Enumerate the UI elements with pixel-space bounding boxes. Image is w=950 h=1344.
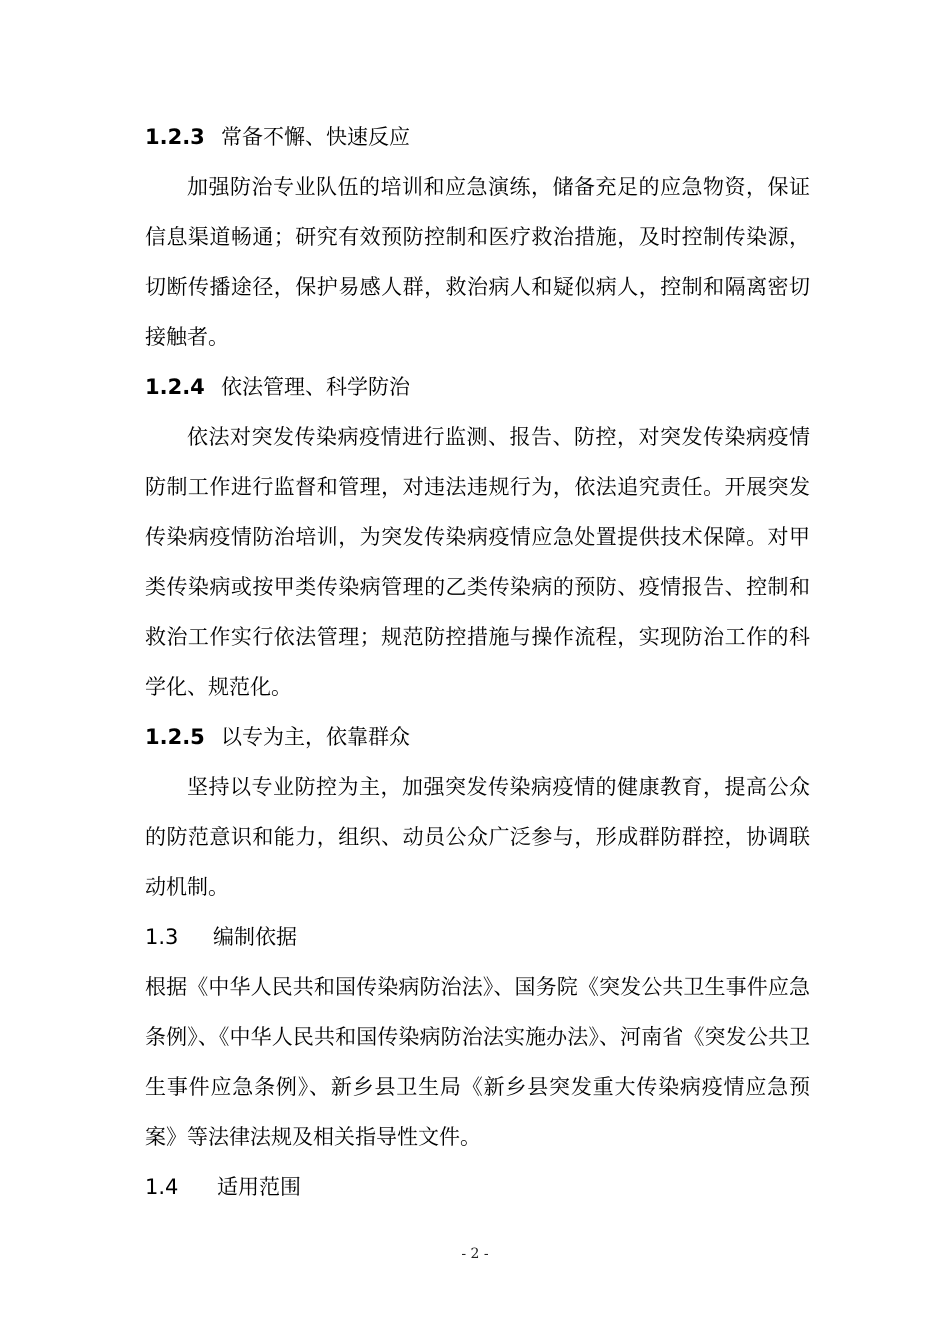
section-paragraph: 加强防治专业队伍的培训和应急演练，储备充足的应急物资，保证信息渠道畅通；研究有效预防控制和医疗救治措施，及时控制传染源，切断传播途径，保护易感人群，救治病人和疑似病人，控制和隔离密切接触者。 [145, 175, 810, 349]
section-heading-1-2-4 [145, 362, 810, 412]
section-title: 编制依据 [213, 925, 297, 949]
section-heading-1-4 [145, 1162, 810, 1212]
section-title: 常备不懈、快速反应 [221, 125, 410, 149]
section-title: 适用范围 [217, 1175, 301, 1199]
section-title: 依法管理、科学防治 [221, 375, 410, 399]
section-paragraph: 根据《中华人民共和国传染病防治法》、国务院《突发公共卫生事件应急条例》、《中华人民共和国传染病防治法实施办法》、河南省《突发公共卫生事件应急条例》、新乡县卫生局《新乡县突发重大传染病疫情应急预案》等法律法规及相关指导性文件。 [145, 975, 810, 1149]
section-number: 1.2.4 [145, 375, 205, 399]
section-number: 1.3 [145, 925, 179, 949]
section-number: 1.2.5 [145, 725, 205, 749]
section-title: 以专为主，依靠群众 [221, 725, 410, 749]
section-paragraph: 坚持以专业防控为主，加强突发传染病疫情的健康教育，提高公众的防范意识和能力，组织、动员公众广泛参与，形成群防群控，协调联动机制。 [145, 775, 810, 899]
section-heading-1-2-3 [145, 112, 810, 162]
document-body [145, 112, 810, 1212]
section-heading-1-2-5 [145, 712, 810, 762]
section-heading-1-3 [145, 912, 810, 962]
section-number: 1.2.3 [145, 125, 205, 149]
section-number: 1.4 [145, 1175, 179, 1199]
section-paragraph: 依法对突发传染病疫情进行监测、报告、防控，对突发传染病疫情防制工作进行监督和管理，对违法违规行为，依法追究责任。开展突发传染病疫情防治培训，为突发传染病疫情应急处置提供技术保障。对甲类传染病或按甲类传染病管理的乙类传染病的预防、疫情报告、控制和救治工作实行依法管理；规范防控措施与操作流程，实现防治工作的科学化、规范化。 [145, 425, 810, 699]
page-number: - 2 - [461, 1246, 489, 1262]
